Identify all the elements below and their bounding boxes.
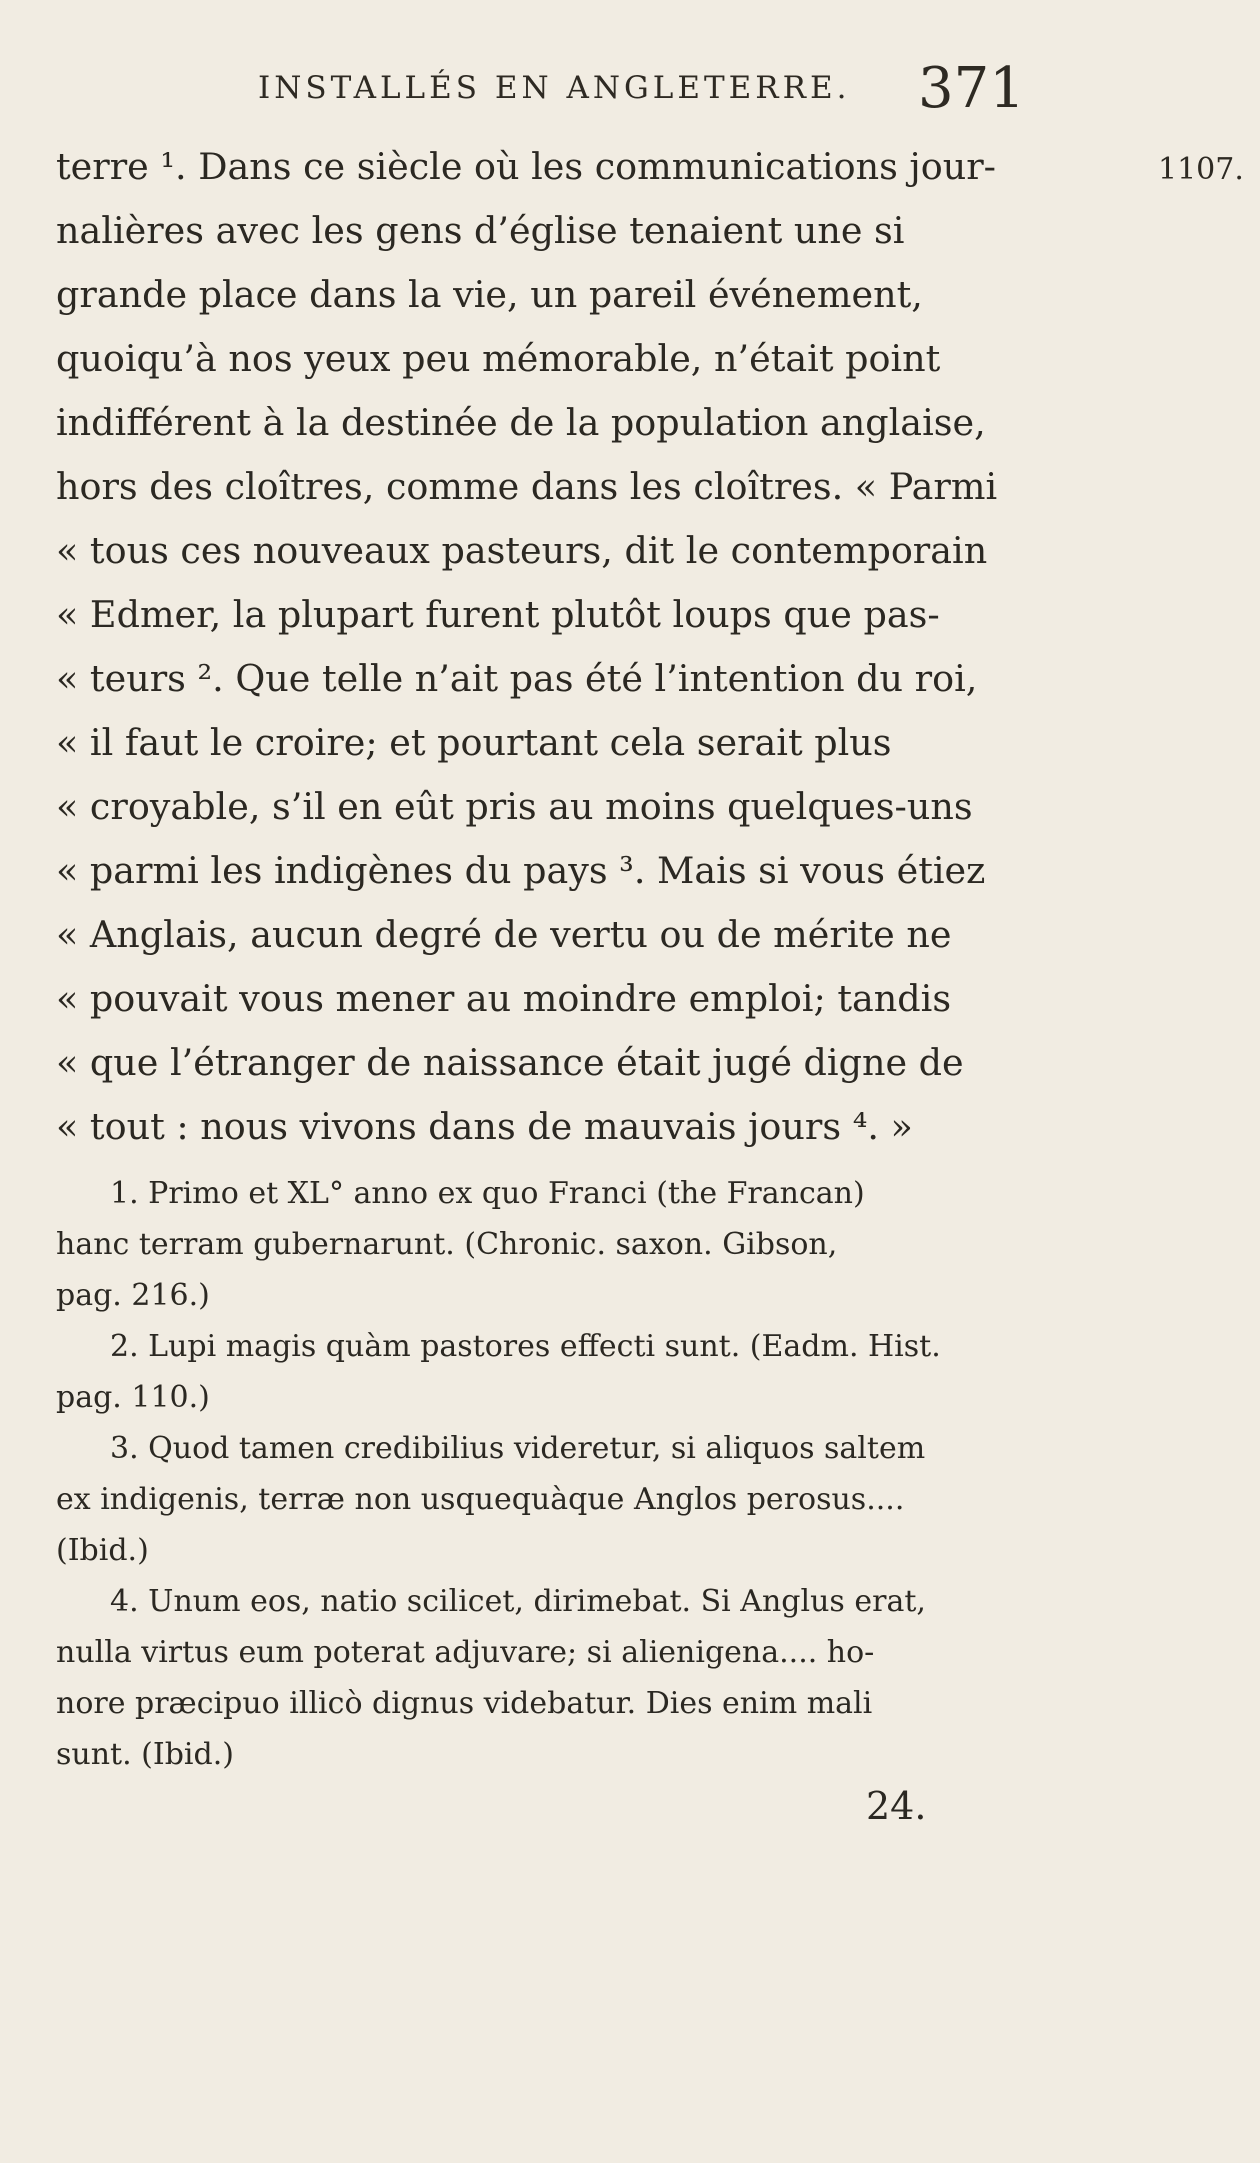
body-line: « il faut le croire; et pourtant cela serait plus [56,721,892,764]
body-line: « teurs ². Que telle n’ait pas été l’intention du roi, [56,657,978,700]
body-line: hors des cloîtres, comme dans les cloîtres. « Parmi [56,465,998,508]
body-line: « tout : nous vivons dans de mauvais jours ⁴. » [56,1105,913,1148]
footnote-line: pag. 110.) [56,1380,210,1415]
footnote-line: nulla virtus eum poterat adjuvare; si alienigena.... ho- [56,1635,875,1670]
footnote-line: (Ibid.) [56,1533,149,1568]
running-head: INSTALLÉS EN ANGLETERRE. [258,70,851,106]
footnote-line: ex indigenis, terræ non usquequàque Anglos perosus.... [56,1482,905,1517]
footnote-line: pag. 216.) [56,1278,210,1313]
body-line: indifférent à la destinée de la population anglaise, [56,401,986,444]
page-number: 371 [918,56,1025,121]
body-line: « Anglais, aucun degré de vertu ou de mérite ne [56,913,952,956]
body-line: quoiqu’à nos yeux peu mémorable, n’était point [56,337,941,380]
body-line: « parmi les indigènes du pays ³. Mais si vous étiez [56,849,986,892]
footnote-line: hanc terram gubernarunt. (Chronic. saxon. Gibson, [56,1227,838,1262]
body-line: « que l’étranger de naissance était jugé digne de [56,1041,964,1084]
body-line: « pouvait vous mener au moindre emploi; tandis [56,977,952,1020]
margin-year-note: 1107. [1158,152,1244,187]
body-line: « croyable, s’il en eût pris au moins quelques-uns [56,785,973,828]
footnote-line: 1. Primo et XL° anno ex quo Franci (the Francan) [110,1176,865,1211]
footnote-line: 3. Quod tamen credibilius videretur, si aliquos saltem [110,1431,926,1466]
footnote-line: sunt. (Ibid.) [56,1737,234,1772]
body-line: « Edmer, la plupart furent plutôt loups que pas- [56,593,940,636]
body-line: terre ¹. Dans ce siècle où les communications jour- [56,145,996,188]
footnote-line: 2. Lupi magis quàm pastores effecti sunt. (Eadm. Hist. [110,1329,941,1364]
body-line: nalières avec les gens d’église tenaient une si [56,209,905,252]
body-line: « tous ces nouveaux pasteurs, dit le contemporain [56,529,988,572]
body-line: grande place dans la vie, un pareil événement, [56,273,923,316]
footnote-line: nore præcipuo illicò dignus videbatur. Dies enim mali [56,1686,873,1721]
signature-mark: 24. [866,1784,927,1828]
footnote-line: 4. Unum eos, natio scilicet, dirimebat. Si Anglus erat, [110,1584,926,1619]
